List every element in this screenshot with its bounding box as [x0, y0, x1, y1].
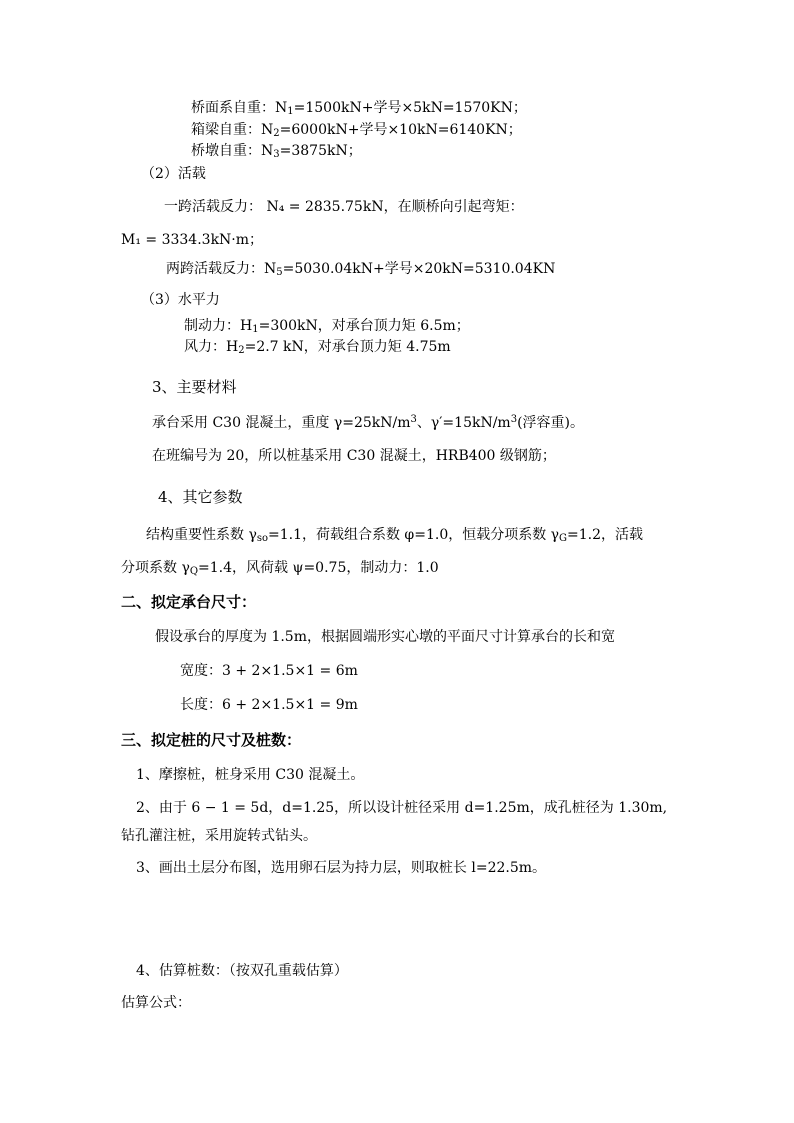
one-span-live-load: 一跨活载反力： N₄ = 2835.75kN，在顺桥向引起弯矩：: [164, 199, 524, 215]
horizontal-force-heading: （3）水平力: [141, 292, 220, 308]
pile-item-1: 1、摩擦桩，桩身采用 C30 混凝土。: [136, 767, 365, 783]
params-line-2: 分项系数 $\gamma_Q=1.4$，风荷载 ψ=0.75，制动力：1.0: [121, 560, 439, 577]
live-load-heading: （2）活载: [141, 166, 206, 182]
pile-material: 在班编号为 20，所以桩基采用 C30 混凝土，HRB400 级钢筋；: [152, 448, 556, 464]
moment-value: M₁ = 3334.3kN·m；: [121, 232, 264, 248]
params-line-1: 结构重要性系数 $\gamma_{so}=1.1$，荷载组合系数 φ=1.0，恒载分项系数 $\gamma_G=1.2$，活载: [146, 527, 644, 544]
params-heading: 4、其它参数: [158, 488, 243, 506]
box-girder-load: 箱梁自重：$N_2=6000kN+$学号×10kN=6140KN；: [191, 122, 522, 139]
cap-size-intro: 假设承台的厚度为 1.5m，根据圆端形实心墩的平面尺寸计算承台的长和宽: [155, 629, 615, 645]
pile-item-2: 2、由于 6 − 1 = 5d，d=1.25，所以设计桩径采用 d=1.25m，成孔桩径为 1.30m,: [136, 800, 668, 816]
cap-size-heading: 二、拟定承台尺寸：: [121, 593, 257, 611]
cap-width: 宽度：3 + 2×1.5×1 = 6m: [180, 663, 358, 679]
two-span-live-load: 两跨活载反力：$N_5=5030.04kN+$学号×20kN=5310.04KN: [166, 261, 556, 278]
pile-item-2-cont: 钻孔灌注桩，采用旋转式钻头。: [121, 828, 317, 844]
braking-force: 制动力：$H_1=300kN$，对承台顶力矩 6.5m；: [184, 318, 470, 335]
pile-item-3: 3、画出土层分布图，选用卵石层为持力层，则取桩长 l=22.5m。: [136, 860, 547, 876]
pile-item-4: 4、估算桩数：（按双孔重载估算）: [136, 963, 348, 979]
pier-load: 桥墩自重：$N_3=3875kN$；: [191, 143, 362, 160]
cap-material: 承台采用 C30 混凝土，重度 $\gamma=25kN/m^3$、$\gamma'=15kN/m^3$(浮容重)。: [152, 414, 585, 431]
materials-heading: 3、主要材料: [152, 378, 237, 396]
piles-heading: 三、拟定桩的尺寸及桩数：: [121, 731, 302, 749]
wind-force: 风力：$H_2=2.7$ kN，对承台顶力矩 4.75m: [184, 339, 451, 356]
estimate-formula-label: 估算公式：: [121, 995, 191, 1011]
bridge-deck-load: 桥面系自重：$N_1=1500kN+$学号×5kN=1570KN；: [191, 100, 527, 117]
cap-length: 长度：6 + 2×1.5×1 = 9m: [180, 697, 358, 713]
